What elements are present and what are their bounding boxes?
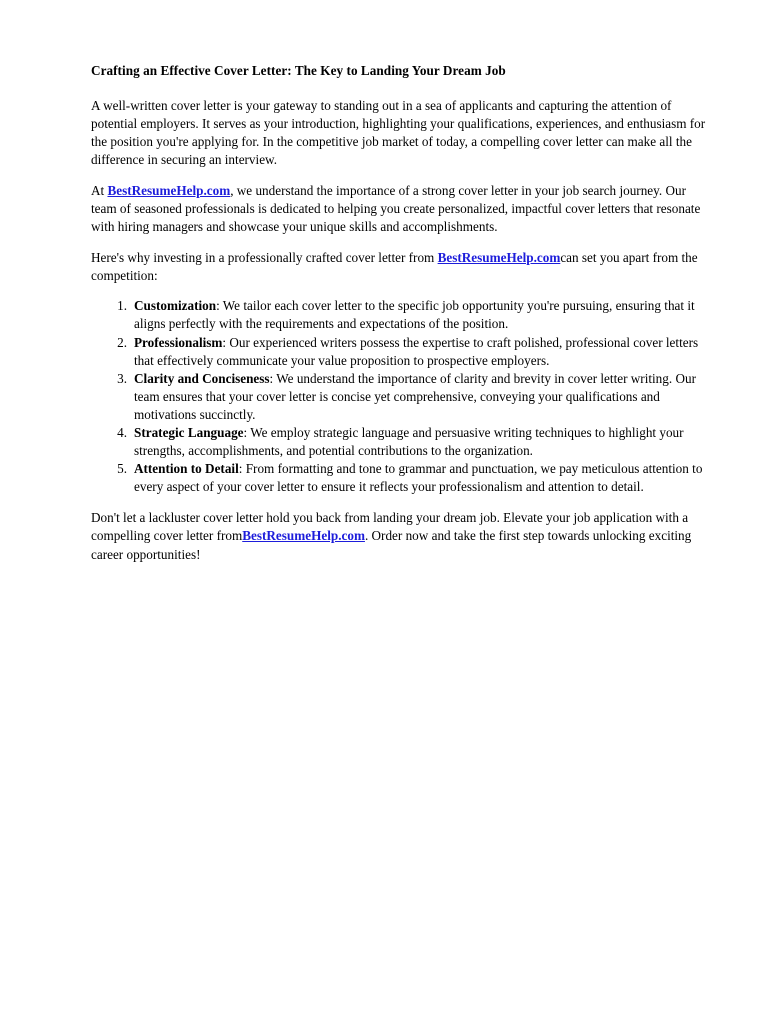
list-item-description: We understand the importance of clarity and brevity in cover letter writing. Our team ensures that your cover letter is concise yet comprehensive, conveying your qualifications and motivations succinctly.: [134, 370, 696, 422]
list-item-separator: :: [222, 334, 227, 350]
paragraph-intro: [91, 97, 713, 169]
list-item-term: Strategic Language: [134, 425, 244, 440]
brand-link-closing[interactable]: BestResumeHelp.com: [242, 528, 365, 544]
list-item: [134, 334, 713, 370]
list-item-term: Professionalism: [134, 334, 223, 350]
list-item-term: Attention to Detail: [134, 461, 239, 477]
lead-in-prefix-text: Here's why investing in a professionally crafted cover letter from: [91, 249, 438, 265]
lead-in-suffix-text: can set you apart from the competition:: [91, 249, 698, 283]
list-item-description: We tailor each cover letter to the specific job opportunity you're pursuing, ensuring that it aligns perfectly with the requirements and expectations of the position.: [134, 298, 695, 332]
page-title: Crafting an Effective Cover Letter: The Key to Landing Your Dream Job: [91, 63, 506, 78]
closing-suffix-text: . Order now and take the first step towards unlocking exciting career opportunities!: [91, 528, 692, 562]
list-item-description: We employ strategic language and persuasive writing techniques to highlight your strengths, accomplishments, and potential contributions to the organization.: [134, 425, 684, 459]
list-item-description: Our experienced writers possess the expertise to craft polished, professional cover letters that effectively communicate your value proposition to prospective employers.: [134, 334, 699, 368]
list-item: [134, 424, 713, 460]
paragraph-lead-in: [91, 249, 713, 285]
about-prefix-text: At: [91, 182, 108, 198]
paragraph-about: [91, 182, 713, 236]
list-item-separator: :: [243, 425, 248, 440]
intro-text: A well-written cover letter is your gateway to standing out in a sea of applicants and capturing the attention of potential employers. It serves as your introduction, highlighting your qualifications, experiences, and enthusiasm for the position you're applying for. In the competitive job market of today, a compelling cover letter can make all the difference in securing an interview.: [91, 98, 706, 168]
list-item-separator: :: [238, 461, 243, 477]
about-suffix-text: , we understand the importance of a strong cover letter in your job search journey. Our team of seasoned professionals is dedicated to helping you create personalized, impactful cover letters that resonate with hiring managers and showcase your unique skills and accomplishments.: [91, 182, 701, 235]
list-item: [134, 460, 713, 496]
paragraph-closing: [91, 509, 713, 563]
list-item-term: Clarity and Conciseness: [134, 370, 270, 386]
list-item-description: From formatting and tone to grammar and punctuation, we pay meticulous attention to every aspect of your cover letter to ensure it reflects your professionalism and attention to detail.: [134, 461, 703, 495]
brand-link-about[interactable]: BestResumeHelp.com: [107, 182, 231, 198]
list-item-separator: :: [216, 298, 220, 314]
feature-list: [91, 297, 713, 496]
list-item-separator: :: [269, 370, 274, 386]
page-blank-area: [91, 564, 713, 565]
list-item-term: Customization: [134, 298, 217, 314]
list-item: [134, 370, 713, 424]
brand-link-lead-in[interactable]: BestResumeHelp.com: [437, 249, 561, 265]
closing-prefix-text: Don't let a lackluster cover letter hold you back from landing your dream job. Elevate your job application with a compelling cover letter from: [91, 510, 689, 544]
list-item: [134, 297, 713, 333]
